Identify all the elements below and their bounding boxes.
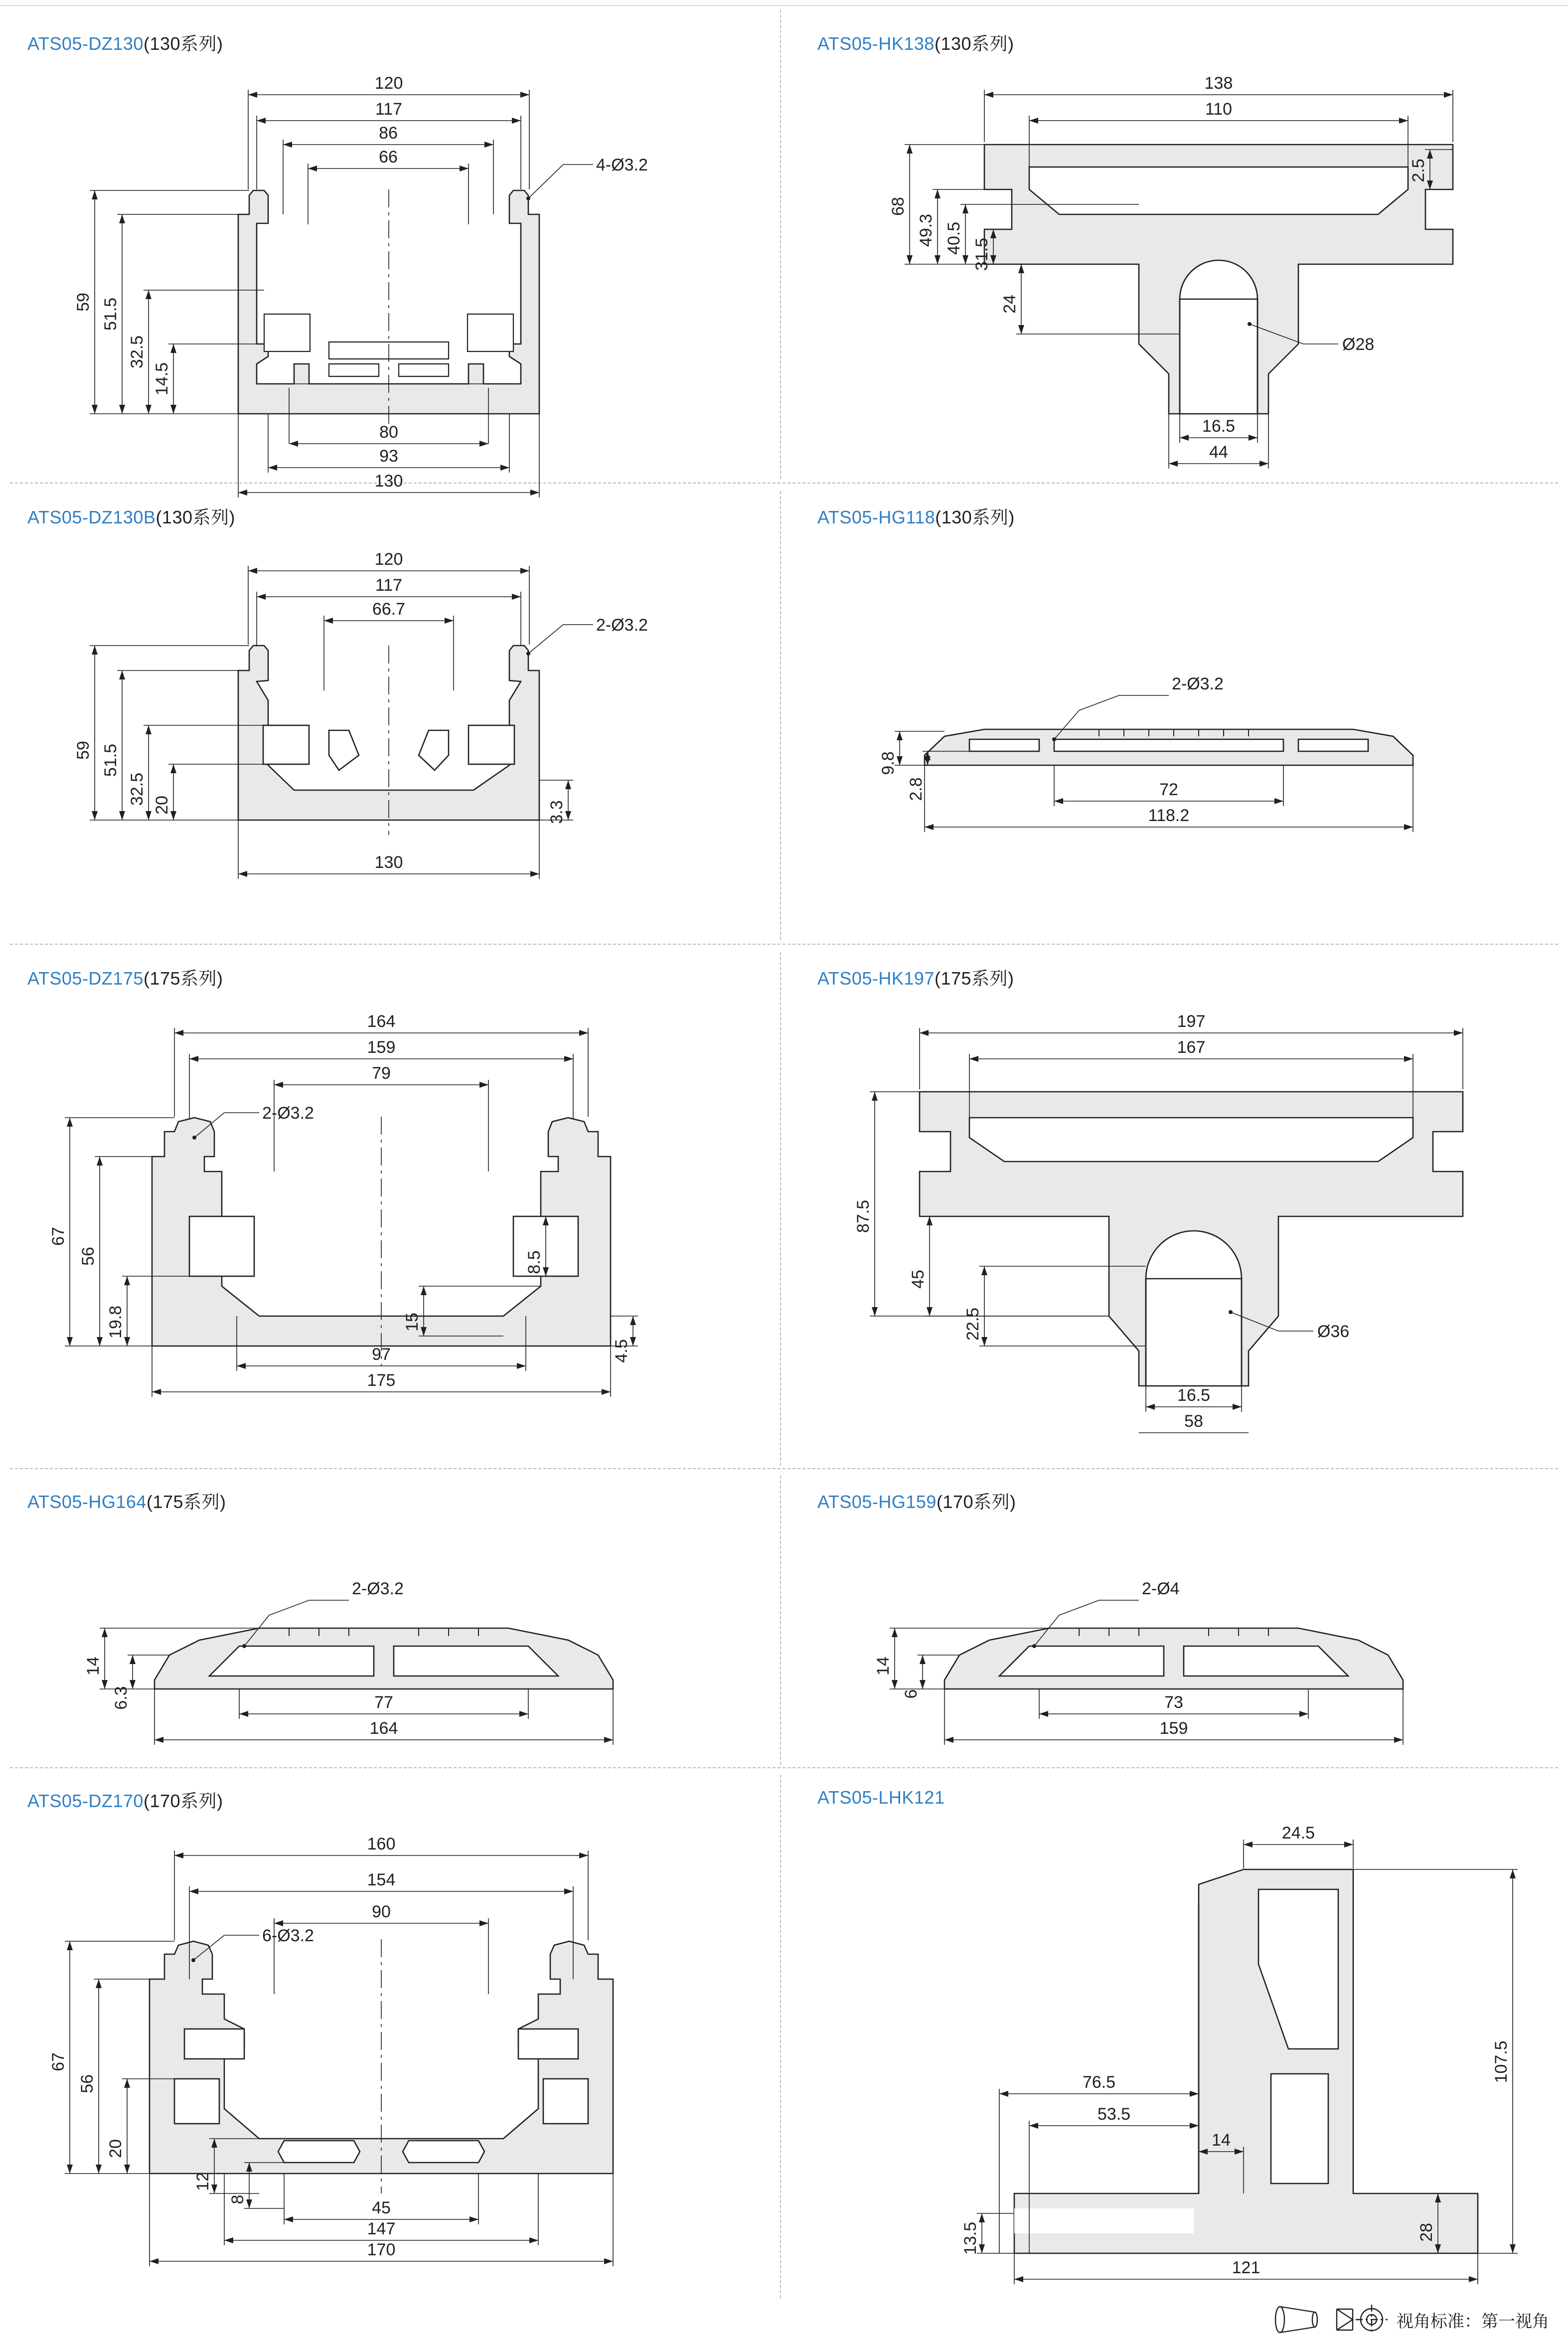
sheet-top-rule [0, 5, 1568, 6]
figure-cell-ats05-dz175 [0, 952, 780, 1466]
svg-text:170: 170 [367, 2240, 396, 2259]
svg-text:79: 79 [372, 1064, 391, 1083]
figure-drawing-ats05-hg164 [30, 1530, 728, 1745]
svg-text:51.5: 51.5 [101, 743, 120, 777]
figure-series: (170系列) [143, 1791, 223, 1811]
figure-drawing-ats05-hk197 [820, 1007, 1538, 1431]
svg-text:72: 72 [1159, 780, 1178, 799]
svg-text:59: 59 [74, 741, 93, 760]
svg-text:32.5: 32.5 [128, 335, 147, 369]
svg-text:2-Ø3.2: 2-Ø3.2 [352, 1579, 404, 1598]
figure-code: ATS05-HG159 [817, 1492, 937, 1512]
svg-text:16.5: 16.5 [1202, 417, 1236, 436]
svg-text:2-Ø3.2: 2-Ø3.2 [262, 1104, 314, 1123]
figure-title-ats05-hk138 [817, 30, 1014, 55]
figure-series: (175系列) [934, 968, 1014, 989]
svg-text:14: 14 [84, 1657, 103, 1676]
svg-text:14.5: 14.5 [153, 362, 171, 396]
figure-cell-ats05-hg118 [790, 491, 1568, 942]
svg-text:3.3: 3.3 [547, 800, 566, 824]
svg-text:97: 97 [372, 1345, 391, 1364]
figure-series: (175系列) [146, 1492, 226, 1512]
svg-text:53.5: 53.5 [1097, 2105, 1131, 2124]
svg-text:154: 154 [367, 1870, 396, 1889]
svg-text:164: 164 [367, 1012, 396, 1031]
svg-text:86: 86 [379, 124, 398, 143]
dim-text: 120 [374, 74, 403, 93]
svg-text:31.5: 31.5 [972, 237, 991, 271]
figure-title-ats05-lhk121 [817, 1787, 944, 1808]
column-divider-1 [780, 10, 781, 479]
figure-drawing-ats05-dz130b [30, 551, 728, 920]
svg-text:40.5: 40.5 [944, 221, 963, 255]
svg-text:14: 14 [1212, 2131, 1231, 2150]
figure-title-ats05-hg118 [817, 504, 1015, 529]
svg-text:68: 68 [889, 197, 908, 216]
svg-text:51.5: 51.5 [101, 297, 120, 331]
svg-text:159: 159 [1159, 1719, 1188, 1738]
figure-series: (175系列) [143, 968, 223, 989]
row-divider-2 [10, 944, 1558, 945]
svg-text:80: 80 [379, 423, 398, 442]
svg-text:56: 56 [79, 1247, 98, 1266]
figure-title-ats05-dz170 [27, 1787, 223, 1813]
svg-text:6: 6 [902, 1689, 921, 1699]
figure-title-ats05-hg164 [27, 1488, 226, 1513]
figure-code: ATS05-DZ175 [27, 968, 144, 989]
svg-text:14: 14 [874, 1657, 893, 1676]
svg-text:6-Ø3.2: 6-Ø3.2 [262, 1926, 314, 1945]
svg-text:Ø36: Ø36 [1317, 1322, 1350, 1341]
svg-text:24.5: 24.5 [1281, 1824, 1315, 1843]
svg-text:76.5: 76.5 [1082, 2073, 1116, 2092]
svg-text:138: 138 [1204, 74, 1233, 93]
svg-text:8: 8 [228, 2194, 247, 2204]
svg-text:4.5: 4.5 [612, 1339, 631, 1363]
figure-cell-ats05-hg159 [790, 1476, 1568, 1765]
row-divider-1 [10, 483, 1558, 484]
svg-text:117: 117 [375, 100, 403, 119]
svg-text:2-Ø3.2: 2-Ø3.2 [1172, 674, 1224, 693]
figure-code: ATS05-DZ130 [27, 33, 144, 54]
svg-text:8.5: 8.5 [525, 1250, 544, 1274]
figure-cell-ats05-hg164 [0, 1476, 780, 1765]
figure-code: ATS05-LHK121 [817, 1787, 945, 1808]
svg-text:67: 67 [49, 2052, 68, 2071]
svg-text:20: 20 [106, 2139, 125, 2158]
figure-title-ats05-hg159 [817, 1488, 1016, 1513]
column-divider-2 [780, 491, 781, 940]
row-divider-3 [10, 1468, 1558, 1469]
svg-text:130: 130 [374, 853, 403, 872]
first-angle-projection-icon [1333, 2302, 1388, 2337]
figure-title-ats05-hk197 [817, 965, 1014, 990]
svg-text:130: 130 [374, 472, 403, 491]
svg-text:20: 20 [153, 796, 171, 815]
svg-text:159: 159 [367, 1038, 396, 1057]
figure-drawing-ats05-lhk121 [850, 1815, 1548, 2277]
svg-text:90: 90 [372, 1902, 391, 1921]
svg-text:13.5: 13.5 [961, 2221, 980, 2255]
figure-cell-ats05-lhk121 [790, 1775, 1568, 2298]
svg-text:32.5: 32.5 [128, 772, 147, 806]
svg-text:73: 73 [1164, 1693, 1183, 1712]
svg-text:167: 167 [1177, 1038, 1206, 1057]
figure-cell-ats05-dz130b [0, 491, 780, 942]
svg-text:28: 28 [1417, 2223, 1436, 2242]
svg-text:56: 56 [78, 2074, 97, 2093]
svg-text:107.5: 107.5 [1492, 2040, 1511, 2083]
svg-text:2-Ø3.2: 2-Ø3.2 [596, 616, 648, 635]
svg-text:12: 12 [193, 2172, 212, 2191]
projection-standard-note: 视角标准：第一视角 [1397, 2312, 1549, 2331]
figure-series: (130系列) [156, 507, 235, 527]
row-divider-4 [10, 1767, 1558, 1768]
svg-text:58: 58 [1184, 1412, 1203, 1431]
svg-text:197: 197 [1177, 1012, 1206, 1031]
projection-cone-icon [1269, 2302, 1324, 2337]
svg-text:87.5: 87.5 [854, 1199, 873, 1233]
svg-text:2.8: 2.8 [907, 777, 926, 801]
figure-series: (130系列) [143, 33, 223, 54]
svg-text:6.3: 6.3 [112, 1686, 131, 1710]
figure-code: ATS05-HK138 [817, 33, 935, 54]
svg-text:4-Ø3.2: 4-Ø3.2 [596, 156, 648, 174]
svg-text:44: 44 [1209, 443, 1228, 462]
figure-code: ATS05-HK197 [817, 968, 935, 989]
column-divider-3 [780, 952, 781, 1466]
svg-text:67: 67 [49, 1227, 68, 1246]
svg-text:118.2: 118.2 [1148, 806, 1190, 825]
figure-drawing-ats05-dz170 [25, 1830, 743, 2259]
svg-text:120: 120 [374, 550, 403, 569]
svg-text:19.8: 19.8 [106, 1305, 125, 1339]
column-divider-4 [780, 1476, 781, 1765]
figure-title-ats05-dz130 [27, 30, 223, 55]
svg-text:24: 24 [1000, 295, 1019, 314]
figure-code: ATS05-HG164 [27, 1492, 147, 1512]
svg-text:15: 15 [403, 1313, 422, 1332]
svg-text:147: 147 [367, 2219, 396, 2238]
svg-text:175: 175 [367, 1371, 396, 1390]
figure-cell-ats05-dz170 [0, 1775, 780, 2298]
svg-text:2-Ø4: 2-Ø4 [1142, 1579, 1180, 1598]
svg-text:Ø28: Ø28 [1342, 335, 1375, 354]
figure-series: (130系列) [934, 33, 1014, 54]
figure-cell-ats05-hk138 [790, 15, 1568, 483]
svg-text:160: 160 [367, 1835, 396, 1853]
svg-text:77: 77 [374, 1693, 393, 1712]
figure-cell-ats05-dz130 [0, 15, 780, 491]
svg-text:164: 164 [369, 1719, 398, 1738]
svg-text:66: 66 [379, 148, 398, 167]
svg-text:59: 59 [74, 293, 93, 312]
figure-title-ats05-dz130b [27, 504, 235, 529]
svg-text:93: 93 [379, 447, 398, 466]
figure-cell-ats05-hk197 [790, 952, 1568, 1466]
svg-text:66.7: 66.7 [372, 600, 406, 619]
svg-text:2.5: 2.5 [1409, 159, 1428, 182]
figure-drawing-ats05-hg159 [820, 1530, 1518, 1745]
svg-text:110: 110 [1205, 100, 1233, 119]
column-divider-5 [780, 1775, 781, 2298]
figure-drawing-ats05-hk138 [820, 65, 1518, 474]
figure-code: ATS05-DZ170 [27, 1791, 144, 1811]
svg-text:45: 45 [909, 1270, 928, 1289]
figure-series: (170系列) [936, 1492, 1016, 1512]
svg-text:49.3: 49.3 [917, 213, 936, 247]
figure-drawing-ats05-dz175 [25, 1007, 743, 1406]
figure-title-ats05-dz175 [27, 965, 223, 990]
figure-code: ATS05-HG118 [817, 507, 936, 527]
svg-text:45: 45 [372, 2198, 391, 2217]
projection-standard-footer [1269, 2302, 1549, 2337]
figure-series: (130系列) [935, 507, 1015, 527]
figure-drawing-ats05-hg118 [820, 606, 1518, 865]
svg-text:22.5: 22.5 [963, 1307, 982, 1341]
figure-code: ATS05-DZ130B [27, 507, 156, 527]
svg-text:16.5: 16.5 [1177, 1386, 1211, 1405]
svg-text:121: 121 [1232, 2258, 1260, 2277]
svg-text:117: 117 [375, 576, 403, 595]
svg-text:9.8: 9.8 [879, 751, 898, 775]
figure-drawing-ats05-dz130 [30, 65, 728, 491]
